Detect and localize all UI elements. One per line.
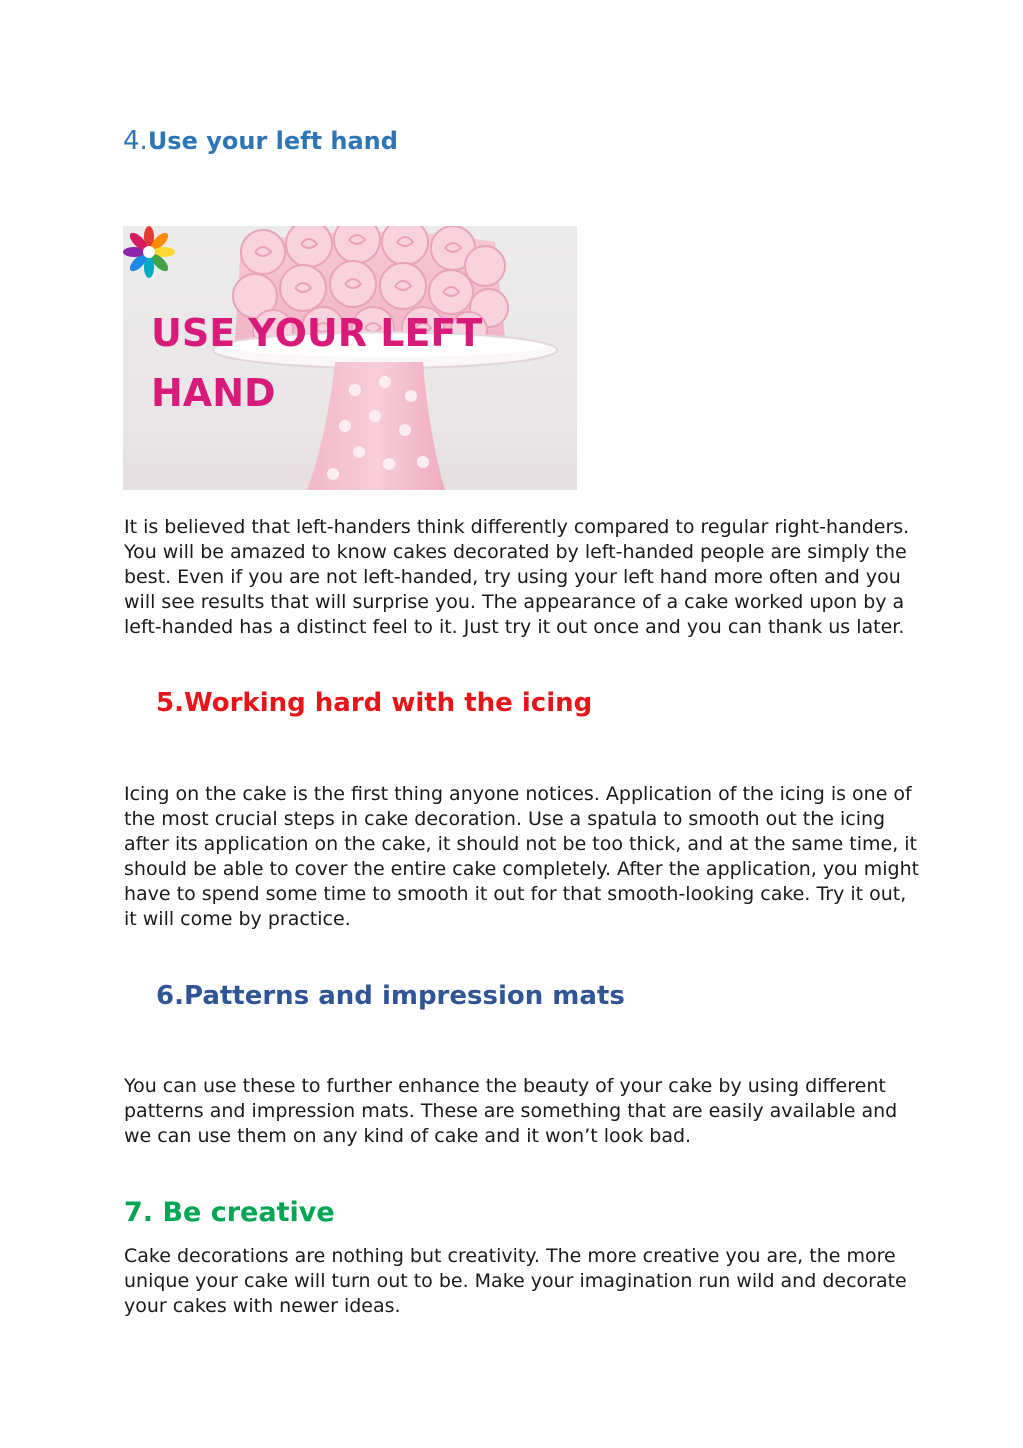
image-overlay-line1: USE YOUR LEFT (151, 311, 483, 355)
section-4-number: 4. (123, 126, 148, 156)
image-overlay-line2: HAND (151, 371, 276, 415)
section-4-body: It is believed that left-handers think differently compared to regular right-handers. You will be amazed to know cakes decorated by left-handed people are simply the best. Even if you are not left-handed, try using your left hand more often and you will see results that will surprise you. The appearance of a cake worked upon by a left-handed has a distinct feel to it. Just try it out once and you can thank us later. (124, 516, 910, 638)
section-4-title: Use your left hand (147, 127, 398, 155)
section-6-heading: 6.Patterns and impression mats (156, 981, 625, 1011)
section-7-heading: 7. Be creative (124, 1197, 335, 1228)
section-7-body: Cake decorations are nothing but creativity. The more creative you are, the more unique your cake will turn out to be. Make your imagination run wild and decorate your cakes with newer ideas. (124, 1245, 907, 1317)
section-4-heading (123, 126, 398, 156)
flower-logo-icon (123, 226, 175, 278)
section-5-heading: 5.Working hard with the icing (156, 688, 593, 718)
section-5-body: Icing on the cake is the first thing anyone notices. Application of the icing is one of the most crucial steps in cake decoration. Use a spatula to smooth out the icing after its application on the cake, it should not be too thick, and at the same time, it should be able to cover the entire cake completely. After the application, you might have to spend some time to smooth it out for that smooth-looking cake. Try it out, it will come by practice. (124, 783, 920, 930)
section-6-body: You can use these to further enhance the beauty of your cake by using different patterns and impression mats. These are something that are easily available and we can use them on any kind of cake and it won’t look bad. (124, 1075, 898, 1147)
left-hand-cake-image (123, 226, 577, 490)
